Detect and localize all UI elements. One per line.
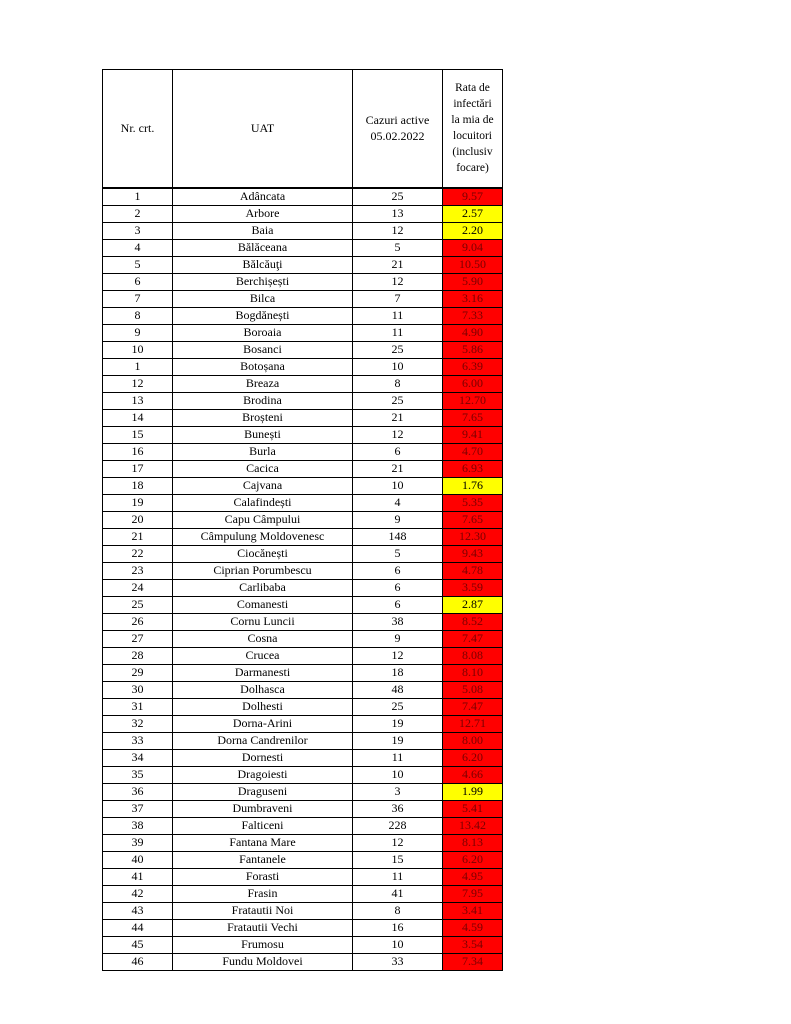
cell-uat: Dolhesti xyxy=(173,698,353,715)
cell-cazuri: 41 xyxy=(353,885,443,902)
cell-uat: Cosna xyxy=(173,630,353,647)
cell-cazuri: 25 xyxy=(353,341,443,358)
table-row xyxy=(103,239,503,256)
cell-rata: 8.00 xyxy=(443,732,503,749)
cell-nr: 15 xyxy=(103,426,173,443)
cell-uat: Cacica xyxy=(173,460,353,477)
table-row xyxy=(103,494,503,511)
table-row xyxy=(103,596,503,613)
cell-cazuri: 21 xyxy=(353,409,443,426)
table-row xyxy=(103,902,503,919)
table-row xyxy=(103,749,503,766)
table-row xyxy=(103,511,503,528)
cell-uat: Frasin xyxy=(173,885,353,902)
cell-nr: 44 xyxy=(103,919,173,936)
table-row xyxy=(103,443,503,460)
cell-nr: 43 xyxy=(103,902,173,919)
cell-nr: 13 xyxy=(103,392,173,409)
table-row xyxy=(103,256,503,273)
cell-uat: Darmanesti xyxy=(173,664,353,681)
cell-nr: 5 xyxy=(103,256,173,273)
table-row xyxy=(103,732,503,749)
cell-nr: 28 xyxy=(103,647,173,664)
cell-cazuri: 36 xyxy=(353,800,443,817)
table-row xyxy=(103,834,503,851)
cell-nr: 42 xyxy=(103,885,173,902)
cell-rata: 12.70 xyxy=(443,392,503,409)
cell-nr: 6 xyxy=(103,273,173,290)
cell-rata: 7.65 xyxy=(443,511,503,528)
cell-cazuri: 6 xyxy=(353,596,443,613)
cell-uat: Bălcăuţi xyxy=(173,256,353,273)
cell-rata: 8.52 xyxy=(443,613,503,630)
cell-uat: Falticeni xyxy=(173,817,353,834)
cell-rata: 6.39 xyxy=(443,358,503,375)
table-row xyxy=(103,409,503,426)
cell-uat: Broșteni xyxy=(173,409,353,426)
cell-nr: 17 xyxy=(103,460,173,477)
cell-rata: 10.50 xyxy=(443,256,503,273)
cell-rata: 8.08 xyxy=(443,647,503,664)
header-rata-line: (inclusiv xyxy=(452,146,493,159)
cell-cazuri: 8 xyxy=(353,375,443,392)
cell-uat: Fratautii Noi xyxy=(173,902,353,919)
cell-uat: Draguseni xyxy=(173,783,353,800)
cell-uat: Fratautii Vechi xyxy=(173,919,353,936)
header-rata xyxy=(443,70,503,188)
cell-cazuri: 10 xyxy=(353,358,443,375)
table-row xyxy=(103,715,503,732)
cell-uat: Dumbraveni xyxy=(173,800,353,817)
table-body xyxy=(103,188,503,971)
cell-rata: 2.20 xyxy=(443,222,503,239)
cell-uat: Bunești xyxy=(173,426,353,443)
cell-uat: Botoșana xyxy=(173,358,353,375)
cell-rata: 2.87 xyxy=(443,596,503,613)
table-row xyxy=(103,358,503,375)
cell-rata: 9.57 xyxy=(443,188,503,206)
cell-uat: Dornesti xyxy=(173,749,353,766)
cell-rata: 6.20 xyxy=(443,749,503,766)
cell-uat: Breaza xyxy=(173,375,353,392)
cell-uat: Fundu Moldovei xyxy=(173,953,353,970)
table-row xyxy=(103,426,503,443)
cell-nr: 35 xyxy=(103,766,173,783)
cell-nr: 36 xyxy=(103,783,173,800)
cell-rata: 1.99 xyxy=(443,783,503,800)
header-rata-line: Rata de xyxy=(455,82,490,95)
cell-rata: 6.20 xyxy=(443,851,503,868)
cell-cazuri: 12 xyxy=(353,222,443,239)
table-row xyxy=(103,562,503,579)
cell-cazuri: 16 xyxy=(353,919,443,936)
cell-cazuri: 8 xyxy=(353,902,443,919)
table-row xyxy=(103,885,503,902)
cell-uat: Bogdănești xyxy=(173,307,353,324)
table-row xyxy=(103,290,503,307)
cell-cazuri: 228 xyxy=(353,817,443,834)
table-row xyxy=(103,460,503,477)
cell-cazuri: 11 xyxy=(353,868,443,885)
cell-uat: Fantana Mare xyxy=(173,834,353,851)
table-row xyxy=(103,222,503,239)
cell-uat: Bilca xyxy=(173,290,353,307)
cell-cazuri: 10 xyxy=(353,477,443,494)
cell-rata: 5.41 xyxy=(443,800,503,817)
cell-cazuri: 18 xyxy=(353,664,443,681)
cell-uat: Crucea xyxy=(173,647,353,664)
cell-cazuri: 10 xyxy=(353,766,443,783)
table-row xyxy=(103,392,503,409)
cell-rata: 6.00 xyxy=(443,375,503,392)
header-rata-line: locuitori xyxy=(453,130,492,143)
cell-cazuri: 38 xyxy=(353,613,443,630)
cell-nr: 26 xyxy=(103,613,173,630)
cell-uat: Dragoiesti xyxy=(173,766,353,783)
cell-uat: Bosanci xyxy=(173,341,353,358)
cell-nr: 19 xyxy=(103,494,173,511)
cell-cazuri: 6 xyxy=(353,443,443,460)
cell-cazuri: 12 xyxy=(353,426,443,443)
cell-cazuri: 15 xyxy=(353,851,443,868)
cell-uat: Calafindești xyxy=(173,494,353,511)
cell-cazuri: 148 xyxy=(353,528,443,545)
cell-nr: 30 xyxy=(103,681,173,698)
cell-cazuri: 25 xyxy=(353,188,443,206)
cell-cazuri: 11 xyxy=(353,324,443,341)
table-row xyxy=(103,273,503,290)
cell-nr: 4 xyxy=(103,239,173,256)
cell-uat: Adâncata xyxy=(173,188,353,206)
cell-nr: 12 xyxy=(103,375,173,392)
header-row xyxy=(103,70,503,188)
cell-nr: 32 xyxy=(103,715,173,732)
cell-uat: Cornu Luncii xyxy=(173,613,353,630)
cell-nr: 8 xyxy=(103,307,173,324)
table-row xyxy=(103,953,503,970)
cell-uat: Berchișești xyxy=(173,273,353,290)
cell-rata: 12.71 xyxy=(443,715,503,732)
cell-cazuri: 3 xyxy=(353,783,443,800)
cell-rata: 7.33 xyxy=(443,307,503,324)
table-row xyxy=(103,919,503,936)
table-row xyxy=(103,545,503,562)
cell-nr: 45 xyxy=(103,936,173,953)
header-nr: Nr. crt. xyxy=(103,70,173,188)
cell-rata: 4.59 xyxy=(443,919,503,936)
cell-rata: 7.34 xyxy=(443,953,503,970)
table-row xyxy=(103,579,503,596)
cell-uat: Baia xyxy=(173,222,353,239)
cell-uat: Fantanele xyxy=(173,851,353,868)
cell-rata: 5.08 xyxy=(443,681,503,698)
cell-nr: 37 xyxy=(103,800,173,817)
cell-cazuri: 12 xyxy=(353,834,443,851)
header-rata-line: focare) xyxy=(456,162,489,175)
cell-uat: Capu Câmpului xyxy=(173,511,353,528)
table-row xyxy=(103,936,503,953)
cell-uat: Boroaia xyxy=(173,324,353,341)
cell-nr: 41 xyxy=(103,868,173,885)
cell-nr: 33 xyxy=(103,732,173,749)
cell-uat: Dolhasca xyxy=(173,681,353,698)
header-uat: UAT xyxy=(173,70,353,188)
table-row xyxy=(103,698,503,715)
cell-cazuri: 9 xyxy=(353,630,443,647)
cell-uat: Forasti xyxy=(173,868,353,885)
cell-nr: 14 xyxy=(103,409,173,426)
cell-cazuri: 6 xyxy=(353,579,443,596)
cell-nr: 40 xyxy=(103,851,173,868)
cell-cazuri: 12 xyxy=(353,273,443,290)
cell-uat: Bălăceana xyxy=(173,239,353,256)
cell-rata: 5.90 xyxy=(443,273,503,290)
cell-cazuri: 10 xyxy=(353,936,443,953)
cell-rata: 4.66 xyxy=(443,766,503,783)
cell-cazuri: 5 xyxy=(353,239,443,256)
header-cazuri-line2: 05.02.2022 xyxy=(370,129,425,144)
cell-nr: 1 xyxy=(103,188,173,206)
cell-nr: 25 xyxy=(103,596,173,613)
cell-cazuri: 11 xyxy=(353,307,443,324)
cell-uat: Carlibaba xyxy=(173,579,353,596)
cell-nr: 10 xyxy=(103,341,173,358)
cell-nr: 21 xyxy=(103,528,173,545)
cell-rata: 7.47 xyxy=(443,630,503,647)
cell-uat: Brodina xyxy=(173,392,353,409)
cell-nr: 31 xyxy=(103,698,173,715)
cell-nr: 2 xyxy=(103,205,173,222)
cell-nr: 16 xyxy=(103,443,173,460)
table-row xyxy=(103,205,503,222)
header-rata-line: la mia de xyxy=(451,114,494,127)
cell-uat: Arbore xyxy=(173,205,353,222)
covid-rates-table xyxy=(102,69,503,971)
header-cazuri-line1: Cazuri active xyxy=(365,113,430,128)
cell-uat: Frumosu xyxy=(173,936,353,953)
table-row xyxy=(103,188,503,206)
cell-rata: 4.90 xyxy=(443,324,503,341)
table-row xyxy=(103,851,503,868)
cell-cazuri: 21 xyxy=(353,256,443,273)
cell-rata: 9.04 xyxy=(443,239,503,256)
cell-nr: 38 xyxy=(103,817,173,834)
cell-rata: 3.16 xyxy=(443,290,503,307)
cell-nr: 46 xyxy=(103,953,173,970)
cell-cazuri: 19 xyxy=(353,732,443,749)
table-row xyxy=(103,477,503,494)
cell-nr: 23 xyxy=(103,562,173,579)
table-row xyxy=(103,324,503,341)
table-row xyxy=(103,528,503,545)
cell-uat: Dorna Candrenilor xyxy=(173,732,353,749)
cell-cazuri: 11 xyxy=(353,749,443,766)
cell-cazuri: 5 xyxy=(353,545,443,562)
cell-nr: 3 xyxy=(103,222,173,239)
table-row xyxy=(103,630,503,647)
cell-uat: Ciprian Porumbescu xyxy=(173,562,353,579)
cell-rata: 3.59 xyxy=(443,579,503,596)
cell-cazuri: 25 xyxy=(353,392,443,409)
cell-cazuri: 25 xyxy=(353,698,443,715)
cell-nr: 20 xyxy=(103,511,173,528)
table-row xyxy=(103,647,503,664)
table-header xyxy=(103,70,503,188)
cell-rata: 3.54 xyxy=(443,936,503,953)
cell-rata: 5.86 xyxy=(443,341,503,358)
cell-nr: 7 xyxy=(103,290,173,307)
cell-nr: 1 xyxy=(103,358,173,375)
table-row xyxy=(103,783,503,800)
cell-rata: 7.47 xyxy=(443,698,503,715)
cell-nr: 34 xyxy=(103,749,173,766)
cell-rata: 3.41 xyxy=(443,902,503,919)
cell-uat: Burla xyxy=(173,443,353,460)
cell-rata: 7.65 xyxy=(443,409,503,426)
table-row xyxy=(103,817,503,834)
cell-rata: 12.30 xyxy=(443,528,503,545)
cell-uat: Ciocănești xyxy=(173,545,353,562)
cell-rata: 4.95 xyxy=(443,868,503,885)
cell-rata: 4.70 xyxy=(443,443,503,460)
cell-cazuri: 33 xyxy=(353,953,443,970)
cell-nr: 24 xyxy=(103,579,173,596)
header-cazuri xyxy=(353,70,443,188)
cell-nr: 27 xyxy=(103,630,173,647)
cell-rata: 6.93 xyxy=(443,460,503,477)
table-row xyxy=(103,613,503,630)
cell-uat: Dorna-Arini xyxy=(173,715,353,732)
table-row xyxy=(103,800,503,817)
cell-cazuri: 4 xyxy=(353,494,443,511)
header-rata-line: infectări xyxy=(453,98,492,111)
cell-rata: 8.10 xyxy=(443,664,503,681)
cell-nr: 18 xyxy=(103,477,173,494)
table-row xyxy=(103,868,503,885)
table-row xyxy=(103,681,503,698)
table-row xyxy=(103,766,503,783)
cell-cazuri: 21 xyxy=(353,460,443,477)
cell-rata: 4.78 xyxy=(443,562,503,579)
cell-cazuri: 13 xyxy=(353,205,443,222)
cell-cazuri: 9 xyxy=(353,511,443,528)
cell-uat: Cajvana xyxy=(173,477,353,494)
cell-nr: 39 xyxy=(103,834,173,851)
cell-rata: 1.76 xyxy=(443,477,503,494)
cell-rata: 9.43 xyxy=(443,545,503,562)
cell-rata: 13.42 xyxy=(443,817,503,834)
cell-uat: Câmpulung Moldovenesc xyxy=(173,528,353,545)
cell-rata: 2.57 xyxy=(443,205,503,222)
cell-cazuri: 12 xyxy=(353,647,443,664)
cell-cazuri: 19 xyxy=(353,715,443,732)
cell-uat: Comanesti xyxy=(173,596,353,613)
table-row xyxy=(103,664,503,681)
table-row xyxy=(103,341,503,358)
table-row xyxy=(103,375,503,392)
cell-nr: 9 xyxy=(103,324,173,341)
cell-cazuri: 48 xyxy=(353,681,443,698)
cell-cazuri: 6 xyxy=(353,562,443,579)
cell-nr: 29 xyxy=(103,664,173,681)
cell-rata: 9.41 xyxy=(443,426,503,443)
cell-rata: 8.13 xyxy=(443,834,503,851)
cell-nr: 22 xyxy=(103,545,173,562)
table-row xyxy=(103,307,503,324)
cell-rata: 7.95 xyxy=(443,885,503,902)
cell-rata: 5.35 xyxy=(443,494,503,511)
cell-cazuri: 7 xyxy=(353,290,443,307)
